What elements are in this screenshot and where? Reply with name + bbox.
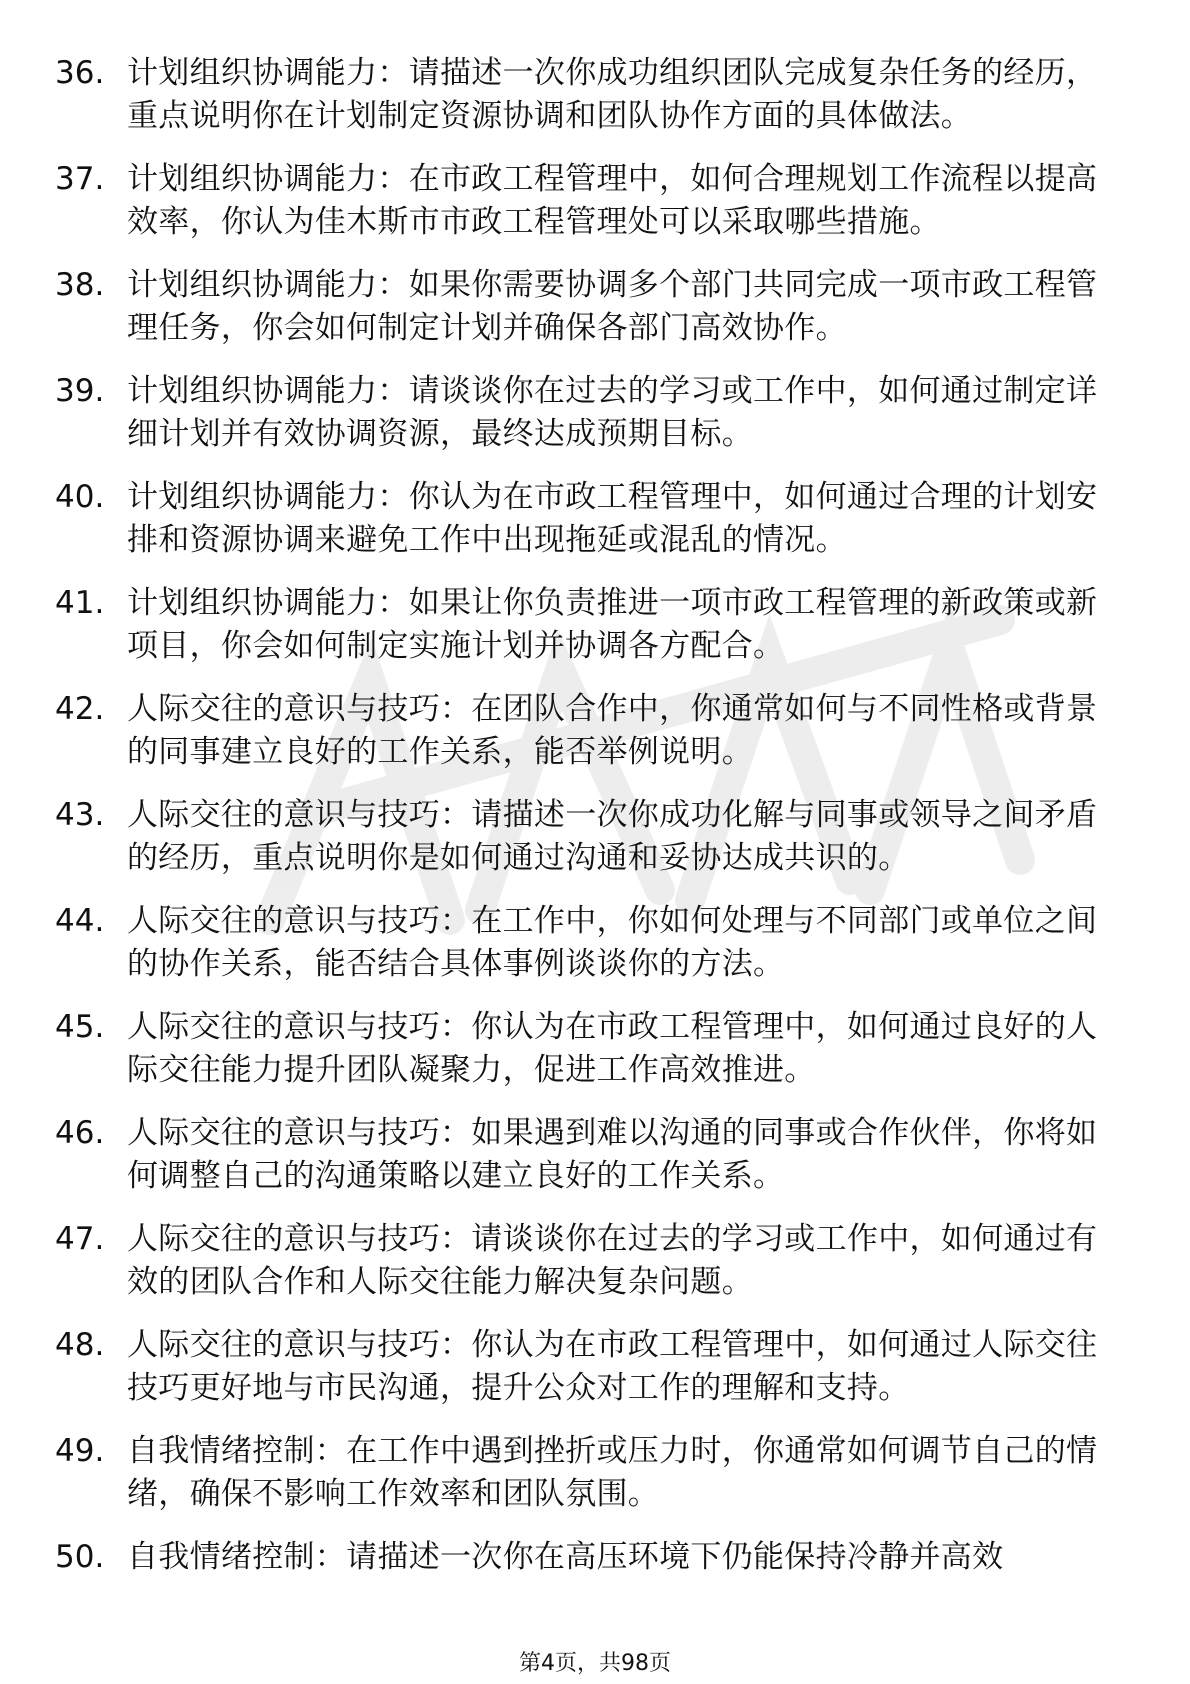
list-item (55, 1112, 1115, 1198)
list-item (55, 370, 1115, 456)
list-item (55, 582, 1115, 668)
question-text: 计划组织协调能力：如果让你负责推进一项市政工程管理的新政策或新项目，你会如何制定实施计划并协调各方配合。 (127, 585, 1098, 664)
question-number: 44. (55, 903, 105, 939)
question-text: 人际交往的意识与技巧：在工作中，你如何处理与不同部门或单位之间的协作关系，能否结合具体事例谈谈你的方法。 (127, 903, 1098, 982)
list-item (55, 1324, 1115, 1410)
question-text: 人际交往的意识与技巧：你认为在市政工程管理中，如何通过人际交往技巧更好地与市民沟通，提升公众对工作的理解和支持。 (127, 1327, 1098, 1406)
list-item (55, 1006, 1115, 1092)
question-number: 37. (55, 161, 105, 197)
question-text: 人际交往的意识与技巧：请谈谈你在过去的学习或工作中，如何通过有效的团队合作和人际交往能力解决复杂问题。 (127, 1221, 1098, 1300)
question-number: 46. (55, 1115, 105, 1151)
question-number: 50. (55, 1539, 105, 1575)
question-number: 49. (55, 1433, 105, 1469)
list-item (55, 900, 1115, 986)
list-item (55, 1218, 1115, 1304)
list-item (55, 264, 1115, 350)
question-text: 人际交往的意识与技巧：在团队合作中，你通常如何与不同性格或背景的同事建立良好的工作关系，能否举例说明。 (127, 691, 1098, 770)
question-text: 人际交往的意识与技巧：请描述一次你成功化解与同事或领导之间矛盾的经历，重点说明你是如何通过沟通和妥协达成共识的。 (127, 797, 1098, 876)
question-number: 41. (55, 585, 105, 621)
question-number: 36. (55, 55, 105, 91)
list-item (55, 794, 1115, 880)
question-text: 计划组织协调能力：在市政工程管理中，如何合理规划工作流程以提高效率，你认为佳木斯市市政工程管理处可以采取哪些措施。 (127, 161, 1098, 240)
list-item (55, 52, 1115, 138)
list-item (55, 158, 1115, 244)
question-text: 人际交往的意识与技巧：你认为在市政工程管理中，如何通过良好的人际交往能力提升团队凝聚力，促进工作高效推进。 (127, 1009, 1098, 1088)
question-text: 自我情绪控制：请描述一次你在高压环境下仍能保持冷静并高效 (127, 1539, 1004, 1575)
question-text: 计划组织协调能力：如果你需要协调多个部门共同完成一项市政工程管理任务，你会如何制定计划并确保各部门高效协作。 (127, 267, 1098, 346)
question-text: 计划组织协调能力：你认为在市政工程管理中，如何通过合理的计划安排和资源协调来避免工作中出现拖延或混乱的情况。 (127, 479, 1098, 558)
question-number: 43. (55, 797, 105, 833)
question-text: 自我情绪控制：在工作中遇到挫折或压力时，你通常如何调节自己的情绪，确保不影响工作效率和团队氛围。 (127, 1433, 1098, 1512)
page-number-footer: 第4页，共98页 (519, 1651, 671, 1676)
question-text: 计划组织协调能力：请谈谈你在过去的学习或工作中，如何通过制定详细计划并有效协调资源，最终达成预期目标。 (127, 373, 1098, 452)
list-item (55, 476, 1115, 562)
list-item (55, 1536, 1115, 1579)
question-text: 计划组织协调能力：请描述一次你成功组织团队完成复杂任务的经历，重点说明你在计划制定资源协调和团队协作方面的具体做法。 (127, 55, 1098, 134)
question-number: 38. (55, 267, 105, 303)
question-number: 47. (55, 1221, 105, 1257)
question-number: 48. (55, 1327, 105, 1363)
question-text: 人际交往的意识与技巧：如果遇到难以沟通的同事或合作伙伴，你将如何调整自己的沟通策略以建立良好的工作关系。 (127, 1115, 1098, 1194)
question-number: 40. (55, 479, 105, 515)
list-item (55, 1430, 1115, 1516)
question-list (55, 52, 1115, 1599)
question-number: 45. (55, 1009, 105, 1045)
list-item (55, 688, 1115, 774)
question-number: 42. (55, 691, 105, 727)
question-number: 39. (55, 373, 105, 409)
